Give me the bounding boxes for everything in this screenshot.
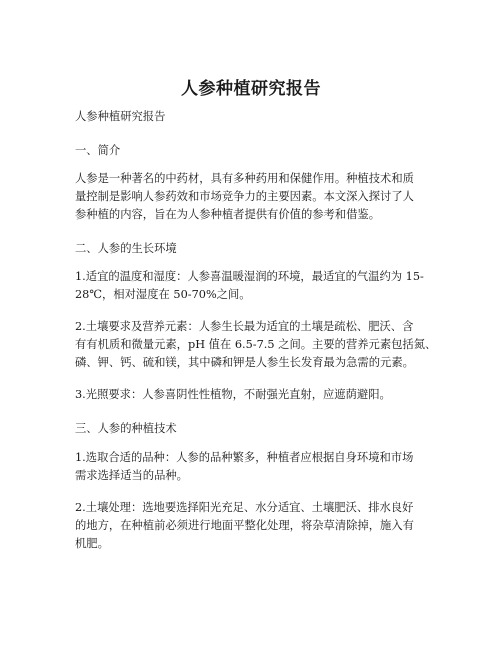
paragraph [75, 499, 435, 553]
document-title: 人参种植研究报告 [181, 79, 321, 99]
paragraph-line: 2.土壤处理：选地要选择阳光充足、水分适宜、土壤肥沃、排水良好 [75, 501, 414, 514]
paragraph-line: 机肥。 [75, 537, 109, 550]
paragraph-line: 1.适宜的温度和湿度：人参喜温暖湿润的环境，最适宜的气温约为 15- [75, 270, 424, 283]
section-heading: 二、人参的生长环境 [75, 242, 177, 255]
paragraph-line: 量控制是影响人参药效和市场竞争力的主要因素。本文深入探讨了人 [75, 190, 414, 203]
section-heading: 三、人参的种植技术 [75, 422, 177, 435]
paragraph [75, 268, 435, 304]
paragraph-line: 28℃，相对湿度在 50-70%之间。 [75, 288, 251, 301]
paragraph-line: 1.选取合适的品种：人参的品种繁多，种植者应根据自身环境和市场 [75, 451, 414, 464]
paragraph-line: 3.光照要求：人参喜阴性性植物，不耐强光直射，应遮荫避阳。 [75, 388, 391, 401]
paragraph-line: 磷、钾、钙、硫和镁，其中磷和钾是人参生长发育最为急需的元素。 [75, 356, 414, 369]
paragraph [75, 449, 435, 485]
paragraph [75, 170, 435, 224]
paragraph-line: 2.土壤要求及营养元素：人参生长最为适宜的土壤是疏松、肥沃、含 [75, 320, 414, 333]
paragraph-line: 的地方，在种植前必须进行地面平整化处理，将杂草清除掉，施入有 [75, 519, 414, 532]
paragraph-line: 有有机质和微量元素，pH 值在 6.5-7.5 之间。主要的营养元素包括氮、 [75, 338, 437, 351]
paragraph [75, 318, 435, 372]
paragraph-line: 需求选择适当的品种。 [75, 469, 188, 482]
paragraph-line: 人参是一种著名的中药材，具有多种药用和保健作用。种植技术和质 [75, 172, 414, 185]
paragraph-line: 参种植的内容，旨在为人参种植者提供有价值的参考和借鉴。 [75, 208, 381, 221]
paragraph [75, 386, 435, 404]
section-heading: 一、简介 [75, 144, 121, 157]
document-subtitle: 人参种植研究报告 [75, 110, 166, 123]
